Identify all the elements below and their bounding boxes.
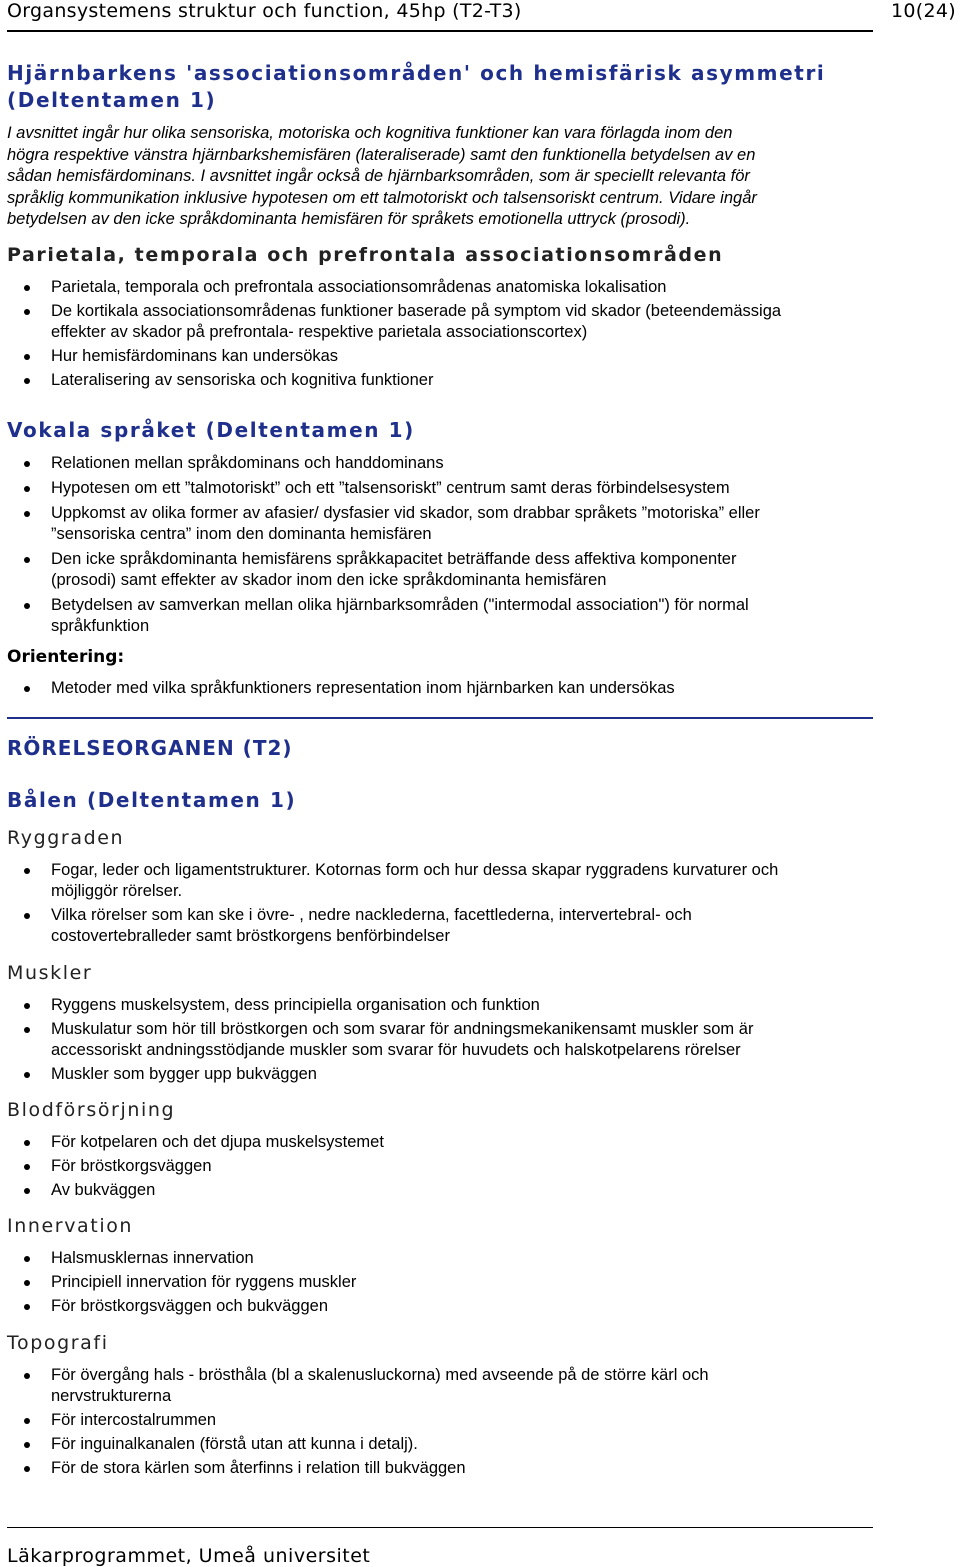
list-item: För inguinalkanalen (förstå utan att kunna i detalj). xyxy=(0,1434,880,1455)
intro-line: högra respektive vänstra hjärnbarkshemisfären (lateraliserade) samt den funktionella betydelsen av en xyxy=(7,145,756,164)
blod-list xyxy=(0,1132,880,1201)
section-heading-parietala: Parietala, temporala och prefrontala associationsområden xyxy=(7,244,724,266)
page-number: 10(24) xyxy=(891,0,956,22)
heading-muskler: Muskler xyxy=(7,962,93,984)
list-item: Halsmusklernas innervation xyxy=(0,1248,880,1269)
section-divider xyxy=(7,717,873,719)
list-item: Ryggens muskelsystem, dess principiella organisation och funktion xyxy=(0,995,880,1016)
list-item: För kotpelaren och det djupa muskelsystemet xyxy=(0,1132,880,1153)
document-title: Organsystemens struktur och function, 45hp (T2-T3) xyxy=(7,0,522,22)
list-item: För de stora kärlen som återfinns i relation till bukväggen xyxy=(0,1458,880,1479)
intro-line: betydelsen av den icke språkdominanta hemisfären för språkets emotionella uttryck (prosodi). xyxy=(7,210,691,228)
footer-divider xyxy=(7,1527,873,1528)
intro-paragraph xyxy=(7,123,877,231)
heading-blodforsorjning: Blodförsörjning xyxy=(7,1099,176,1121)
intro-line: sådan hemisfärdominans. I avsnittet ingår också de hjärnbarksområden, som är speciellt relevanta för xyxy=(7,167,750,185)
list-item: Uppkomst av olika former av afasier/ dysfasier vid skador, som drabbar språkets ”motoriska” eller ”sensoriska centra” inom den dominanta hemisfären xyxy=(0,503,880,545)
list-item: För bröstkorgsväggen xyxy=(0,1156,880,1177)
innervation-list xyxy=(0,1248,880,1317)
subsection-heading-balen: Bålen (Deltentamen 1) xyxy=(7,788,297,812)
section-heading-rorelseorganen: RÖRELSEORGANEN (T2) xyxy=(7,736,293,760)
list-item: Muskulatur som hör till bröstkorgen och som svarar för andningsmekanikensamt muskler som är accessoriskt andningsstödjande muskler som svarar för huvudets och halskotpelarens rörelser xyxy=(0,1019,880,1061)
intro-line: språklig kommunikation inklusive hypotesen om ett talmotoriskt och talsensoriskt centrum. Vidare ingår xyxy=(7,188,757,207)
heading-ryggraden: Ryggraden xyxy=(7,827,125,849)
list-item: Relationen mellan språkdominans och handdominans xyxy=(0,453,880,474)
intro-line: I avsnittet ingår hur olika sensoriska, motoriska och kognitiva funktioner kan vara förlagda inom den xyxy=(7,124,733,142)
page-header xyxy=(7,0,956,32)
list-item: Betydelsen av samverkan mellan olika hjärnbarksområden ("intermodal association") för normal språkfunktion xyxy=(0,595,880,637)
list-item: Den icke språkdominanta hemisfärens språkkapacitet beträffande dess affektiva komponenter (prosodi) samt effekter av skador inom den icke språkdominanta hemisfären xyxy=(0,549,880,591)
list-item: Lateralisering av sensoriska och kognitiva funktioner xyxy=(0,370,880,391)
section-heading-vokala: Vokala språket (Deltentamen 1) xyxy=(7,418,415,442)
list-item: För bröstkorgsväggen och bukväggen xyxy=(0,1296,880,1317)
list-item: Parietala, temporala och prefrontala associationsområdenas anatomiska lokalisation xyxy=(0,277,880,298)
list-item: För övergång hals - brösthåla (bl a skalenusluckorna) med avseende på de större kärl och nervstrukturerna xyxy=(0,1365,880,1407)
topografi-list xyxy=(0,1365,880,1479)
list-item: Muskler som bygger upp bukväggen xyxy=(0,1064,880,1085)
list-item: Metoder med vilka språkfunktioners representation inom hjärnbarken kan undersökas xyxy=(0,678,880,699)
list-item: Fogar, leder och ligamentstrukturer. Kotornas form och hur dessa skapar ryggradens kurvaturer och möjliggör rörelser. xyxy=(0,860,880,902)
parietala-list xyxy=(0,277,880,391)
orientation-label: Orientering: xyxy=(7,647,125,667)
list-item: Hur hemisfärdominans kan undersökas xyxy=(0,346,880,367)
orientation-list xyxy=(0,678,880,699)
list-item: Hypotesen om ett ”talmotoriskt” och ett ”talsensoriskt” centrum samt deras förbindelsesystem xyxy=(0,478,880,499)
page-footer: Läkarprogrammet, Umeå universitet xyxy=(7,1545,371,1567)
list-item: Av bukväggen xyxy=(0,1180,880,1201)
section-heading-hjarnbarkens xyxy=(7,60,825,114)
muskler-list xyxy=(0,995,880,1085)
ryggraden-list xyxy=(0,860,880,947)
list-item: Principiell innervation för ryggens muskler xyxy=(0,1272,880,1293)
list-item: För intercostalrummen xyxy=(0,1410,880,1431)
heading-line: (Deltentamen 1) xyxy=(7,88,217,112)
list-item-text: De kortikala associationsområdenas funktioner baserade på symptom vid skador (beteendemässiga effekter av skador på prefrontala- respektive parietala associationscortex) xyxy=(51,302,782,341)
heading-topografi: Topografi xyxy=(7,1332,109,1354)
list-item xyxy=(0,301,880,343)
heading-innervation: Innervation xyxy=(7,1215,134,1237)
list-item: Vilka rörelser som kan ske i övre- , nedre nacklederna, facettlederna, intervertebral- och costovertebralleder samt bröstkorgens benförbindelser xyxy=(0,905,880,947)
vokala-list xyxy=(0,453,880,637)
heading-line: Hjärnbarkens 'associationsområden' och hemisfärisk asymmetri xyxy=(7,61,826,85)
